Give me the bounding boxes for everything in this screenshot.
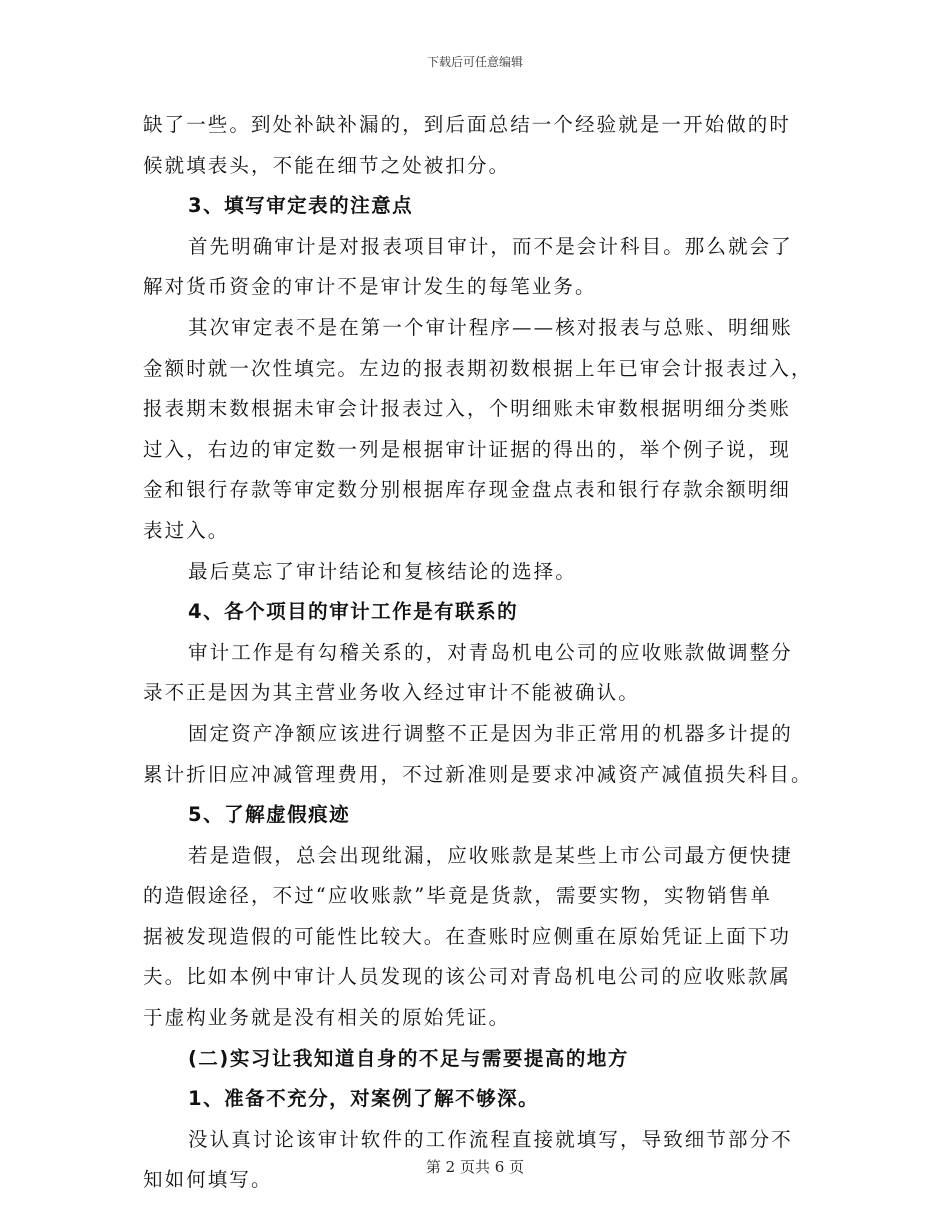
- body-line: 缺了一些。到处补缺补漏的，到后面总结一个经验就是一开始做的时: [143, 113, 792, 136]
- body-line: 过入，右边的审定数一列是根据审计证据的得出的，举个例子说，现: [143, 437, 792, 461]
- body-line: 的造假途径，不过“应收账款”毕竟是货款，需要实物，实物销售单: [143, 884, 772, 908]
- body-line: 金和银行存款等审定数分别根据库存现金盘点表和银行存款余额明细: [143, 478, 792, 502]
- body-line: 审计工作是有勾稽关系的，对青岛机电公司的应收账款做调整分: [188, 640, 793, 664]
- body-line: 若是造假，总会出现纰漏，应收账款是某些上市公司最方便快捷: [188, 843, 793, 867]
- body-line: 录不正是因为其主营业务收入经过审计不能被确认。: [143, 681, 640, 705]
- body-line: 候就填表头，不能在细节之处被扣分。: [143, 153, 511, 177]
- document-body: [143, 105, 813, 1201]
- body-line: 累计折旧应冲减管理费用，不过新准则是要求冲减资产减值损失科目。: [143, 762, 813, 786]
- body-line: 最后莫忘了审计结论和复核结论的选择。: [188, 559, 577, 583]
- body-line: 其次审定表不是在第一个审计程序——核对报表与总账、明细账: [188, 315, 793, 339]
- section-heading: 5、了解虚假痕迹: [188, 803, 351, 827]
- section-heading: 1、准备不充分，对案例了解不够深。: [188, 1087, 540, 1111]
- section-heading: (二)实习让我知道自身的不足与需要提高的地方: [188, 1046, 629, 1070]
- body-line: 于虚构业务就是没有相关的原始凭证。: [143, 1006, 511, 1030]
- section-heading: 3、填写审定表的注意点: [188, 194, 414, 218]
- body-line: 金额时就一次性填完。左边的报表期初数根据上年已审会计报表过入，: [143, 356, 813, 380]
- body-line: 首先明确审计是对报表项目审计，而不是会计科目。那么就会了: [188, 234, 793, 258]
- page-header: 下载后可任意编辑: [426, 55, 523, 69]
- body-line: 表过入。: [143, 518, 230, 542]
- body-line: 知如何填写。: [143, 1168, 273, 1192]
- body-line: 据被发现造假的可能性比较大。在查账时应侧重在原始凭证上面下功: [143, 924, 792, 948]
- body-line: 夫。比如本例中审计人员发现的该公司对青岛机电公司的应收账款属: [143, 965, 792, 989]
- body-line: 固定资产净额应该进行调整不正是因为非正常用的机器多计提的: [188, 721, 793, 745]
- body-line: 报表期末数根据未审会计报表过入，个明细账未审数根据明细分类账: [143, 397, 792, 421]
- page-footer: 第 2 页共 6 页: [425, 1158, 525, 1176]
- body-line: 没认真讨论该审计软件的工作流程直接就填写，导致细节部分不: [188, 1127, 793, 1151]
- section-heading: 4、各个项目的审计工作是有联系的: [188, 600, 519, 624]
- body-line: 解对货币资金的审计不是审计发生的每笔业务。: [143, 275, 597, 299]
